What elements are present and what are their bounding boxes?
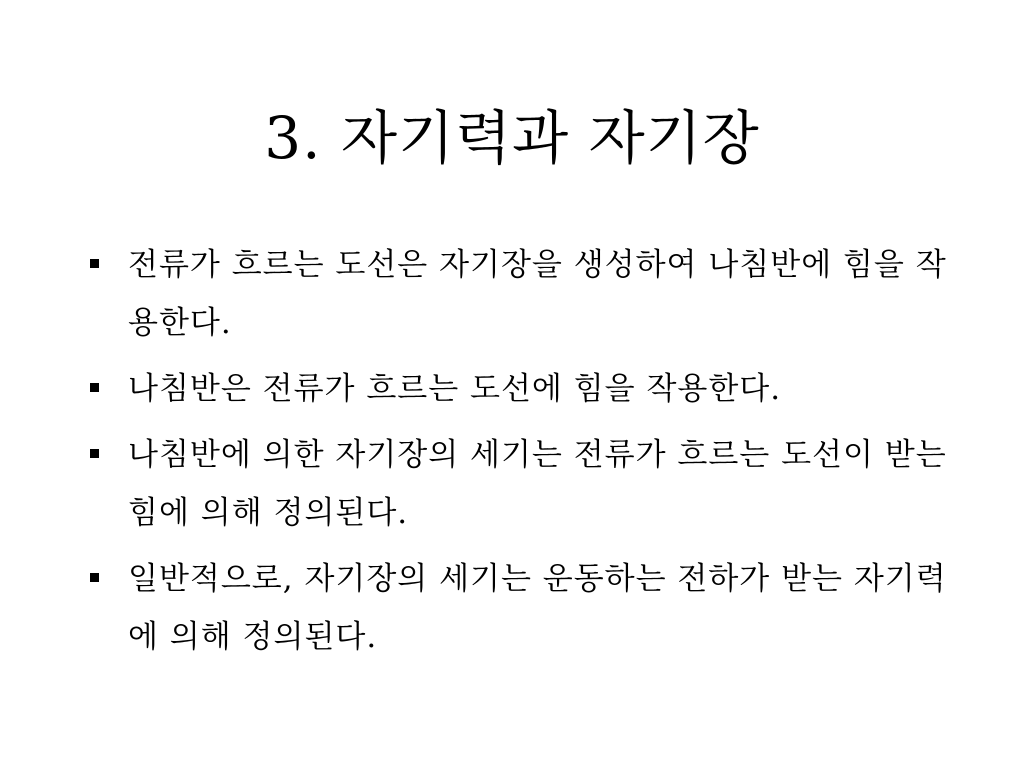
bullet-text: 나침반에 의한 자기장의 세기는 전류가 흐르는 도선이 받는 힘에 의해 정의된다. [128,437,947,531]
square-bullet-icon [90,449,99,458]
square-bullet-icon [90,573,99,582]
bullet-item [88,360,948,418]
bullet-list [88,236,948,674]
bullet-item [88,236,948,352]
bullet-item [88,550,948,666]
bullet-text: 전류가 흐르는 도선은 자기장을 생성하여 나침반에 힘을 작용한다. [128,247,947,341]
bullet-item [88,426,948,542]
slide-title: 3. 자기력과 자기장 [264,104,760,172]
bullet-text: 나침반은 전류가 흐르는 도선에 힘을 작용한다. [128,371,782,407]
square-bullet-icon [90,259,99,268]
bullet-text: 일반적으로, 자기장의 세기는 운동하는 전하가 받는 자기력에 의해 정의된다. [128,561,947,655]
square-bullet-icon [90,383,99,392]
